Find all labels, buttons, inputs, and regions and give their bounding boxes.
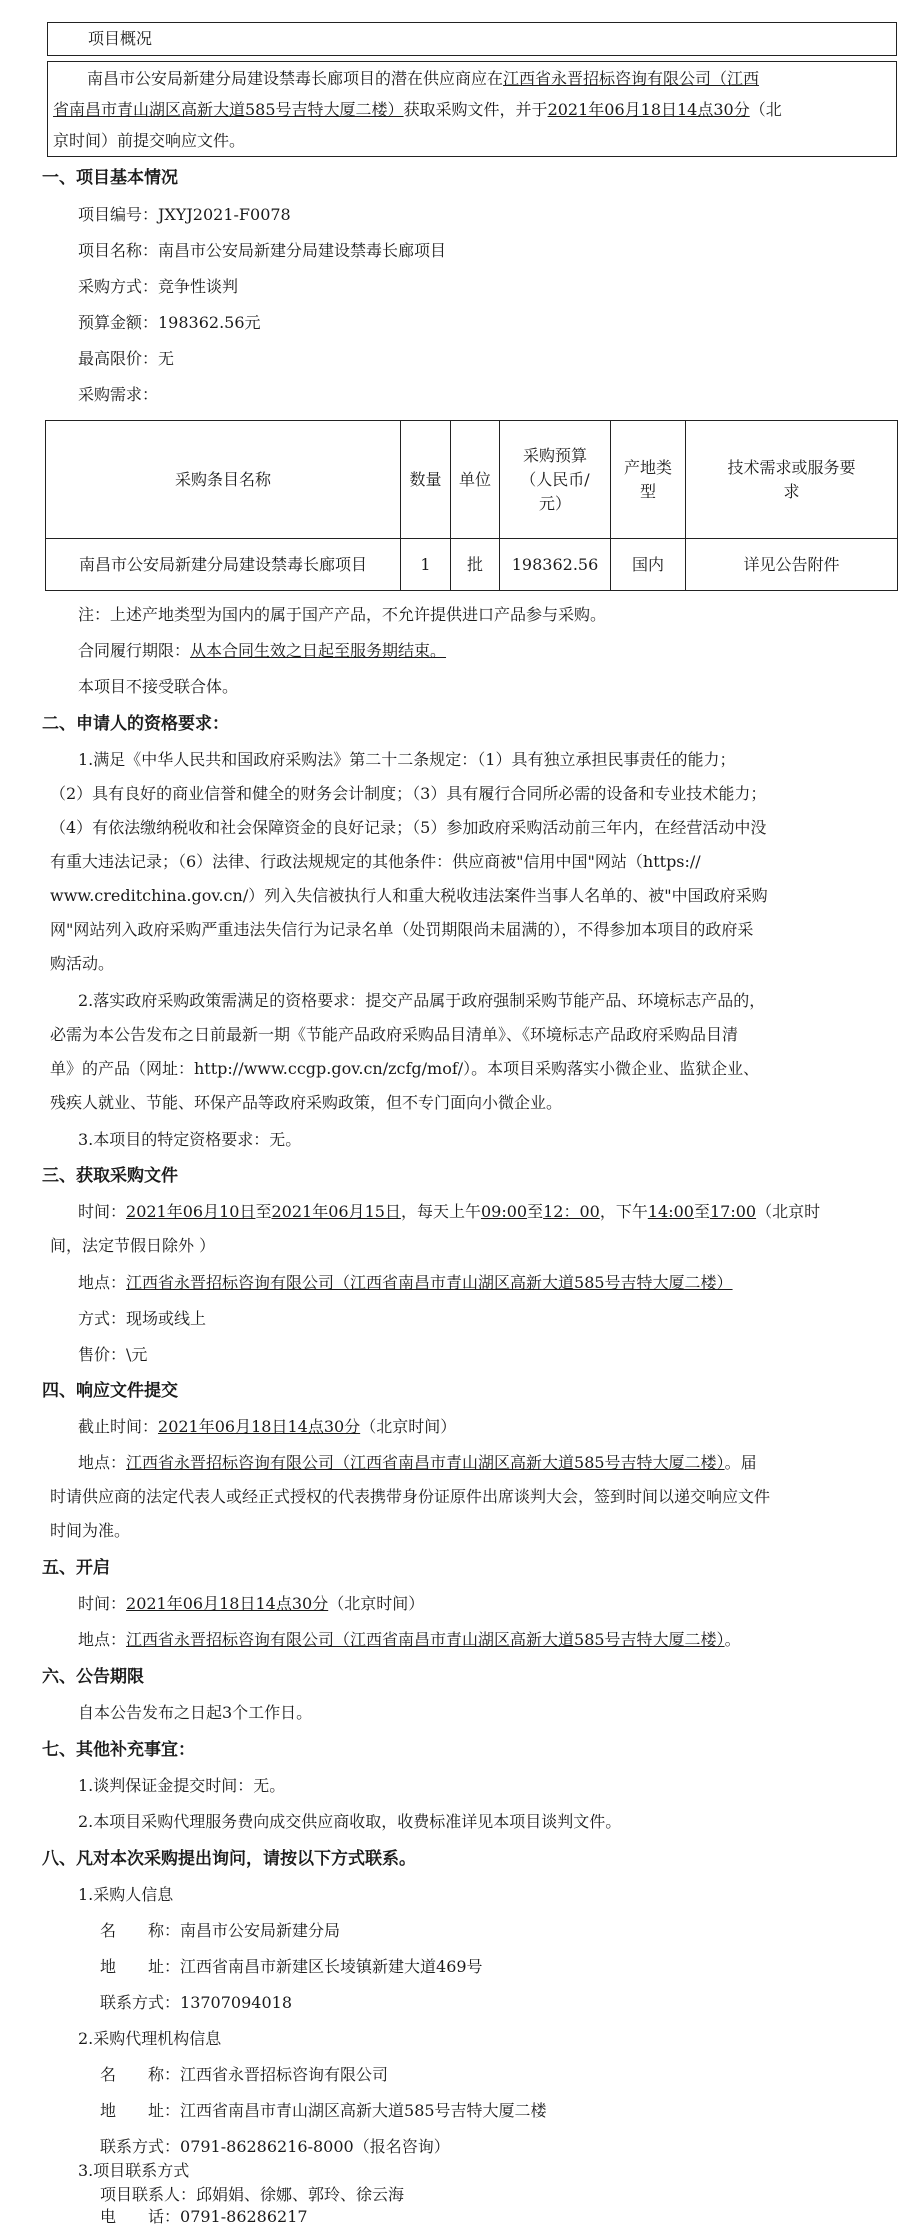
header-quantity: 数量 <box>401 421 451 539</box>
agency-address-line: 地 址：江西省南昌市青山湖区高新大道585号吉特大厦二楼 <box>100 2101 547 2120</box>
opening-place-value: 江西省永晋招标咨询有限公司（江西省南昌市青山湖区高新大道585号吉特大厦二楼） <box>126 1630 725 1649</box>
header-tech-requirements: 技术需求或服务要 求 <box>686 421 898 539</box>
procurement-needs-label: 采购需求： <box>78 385 159 404</box>
header-budget: 采购预算 （人民币/ 元） <box>500 421 611 539</box>
obtain-time: 时间：2021年06月10日至2021年06月15日，每天上午09:00至12：00，下午14:00至17:00（北京时 <box>78 1202 821 1221</box>
header-unit: 单位 <box>451 421 500 539</box>
overview-title: 项目概况 <box>88 29 153 48</box>
buyer-address: 地 址：江西省南昌市新建区长堎镇新建大道469号 <box>100 1957 483 1976</box>
overview-line-3: 京时间）前提交响应文件。 <box>53 131 246 150</box>
contract-period: 合同履行期限：从本合同生效之日起至服务期结束。 <box>78 641 447 660</box>
procurement-method: 采购方式：竞争性谈判 <box>78 277 239 296</box>
buyer-name: 名 称：南昌市公安局新建分局 <box>100 1921 341 1940</box>
project-number: 项目编号：JXYJ2021-F0078 <box>78 205 291 224</box>
obtain-time-tail: 间，法定节假日除外 ） <box>50 1236 216 1255</box>
table-row <box>46 539 898 591</box>
qualification-p1-line: 1.满足《中华人民共和国政府采购法》第二十二条规定：（1）具有独立承担民事责任的能力； <box>78 750 736 769</box>
opening-place: 地点：江西省永晋招标咨询有限公司（江西省南昌市青山湖区高新大道585号吉特大厦二楼）。 <box>78 1630 741 1649</box>
qualification-p1-line: （2）具有良好的商业信誉和健全的财务会计制度；（3）具有履行合同所必需的设备和专业技术能力； <box>50 784 767 803</box>
section-3-heading: 三、获取采购文件 <box>42 1166 178 1186</box>
supplement-item: 2.本项目采购代理服务费向成交供应商收取，收费标准详见本项目谈判文件。 <box>78 1812 622 1831</box>
buyer-contact: 联系方式：13707094018 <box>100 1993 292 2012</box>
cell-budget: 198362.56 <box>500 539 611 591</box>
agency-contact: 联系方式：0791-86286216-8000（报名咨询） <box>100 2137 450 2156</box>
agency-address: 省南昌市青山湖区高新大道585号吉特大厦二楼） <box>53 100 404 119</box>
agency-link: 江西省永晋招标咨询有限公司（江西 <box>503 69 760 88</box>
section-2-heading: 二、申请人的资格要求： <box>42 714 229 734</box>
cell-origin: 国内 <box>611 539 686 591</box>
origin-note: 注：上述产地类型为国内的属于国产产品，不允许提供进口产品参与采购。 <box>78 605 607 624</box>
qualification-p1-line: www.creditchina.gov.cn/）列入失信被执行人和重大税收违法案件当事人名单的、被"中国政府采购 <box>50 886 768 905</box>
table-header-row <box>46 421 898 539</box>
section-5-heading: 五、开启 <box>42 1558 110 1578</box>
submit-place-value: 江西省永晋招标咨询有限公司（江西省南昌市青山湖区高新大道585号吉特大厦二楼） <box>126 1453 725 1472</box>
section-1-heading: 一、项目基本情况 <box>42 168 178 188</box>
qualification-p2-line: 单》的产品（网址：http://www.ccgp.gov.cn/zcfg/mof/）。本项目采购落实小微企业、监狱企业、 <box>50 1059 760 1078</box>
obtain-method: 方式：现场或线上 <box>78 1309 207 1328</box>
overview-deadline: 2021年06月18日14点30分 <box>547 100 750 119</box>
budget-amount: 预算金额：198362.56元 <box>78 313 261 332</box>
submit-deadline: 截止时间：2021年06月18日14点30分（北京时间） <box>78 1417 457 1436</box>
max-price: 最高限价：无 <box>78 349 175 368</box>
buyer-info-title: 1.采购人信息 <box>78 1885 174 1904</box>
cell-unit: 批 <box>451 539 500 591</box>
supplement-item: 1.谈判保证金提交时间：无。 <box>78 1776 286 1795</box>
overview-title-box <box>47 22 897 56</box>
obtain-price: 售价：\元 <box>78 1345 148 1364</box>
qualification-p2-line: 2.落实政府采购政策需满足的资格要求：提交产品属于政府强制采购节能产品、环境标志产品的， <box>78 991 766 1010</box>
qualification-p3: 3.本项目的特定资格要求：无。 <box>78 1130 302 1149</box>
cell-item-name: 南昌市公安局新建分局建设禁毒长廊项目 <box>46 539 401 591</box>
consortium-note: 本项目不接受联合体。 <box>78 677 239 696</box>
overview-line-2: 省南昌市青山湖区高新大道585号吉特大厦二楼）获取采购文件，并于2021年06月18日14点30分（北 <box>53 100 782 119</box>
qualification-p2-line: 残疾人就业、节能、环保产品等政府采购政策，但不专门面向小微企业。 <box>50 1093 563 1112</box>
qualification-p1-line: 购活动。 <box>50 954 115 973</box>
submit-place: 地点：江西省永晋招标咨询有限公司（江西省南昌市青山湖区高新大道585号吉特大厦二楼）。届 <box>78 1453 757 1472</box>
obtain-place: 地点：江西省永晋招标咨询有限公司（江西省南昌市青山湖区高新大道585号吉特大厦二楼） <box>78 1273 733 1292</box>
qualification-p1-line: 有重大违法记录；（6）法律、行政法规规定的其他条件：供应商被"信用中国"网站（https:// <box>50 852 701 871</box>
project-contact-persons: 项目联系人：邱娟娟、徐娜、郭玲、徐云海 <box>100 2185 405 2204</box>
opening-time: 时间：2021年06月18日14点30分（北京时间） <box>78 1594 425 1613</box>
contract-period-value: 从本合同生效之日起至服务期结束。 <box>190 641 447 660</box>
requirements-table <box>45 420 898 591</box>
project-name: 项目名称：南昌市公安局新建分局建设禁毒长廊项目 <box>78 241 447 260</box>
header-item-name: 采购条目名称 <box>46 421 401 539</box>
notice-period: 自本公告发布之日起3个工作日。 <box>78 1703 313 1722</box>
cell-quantity: 1 <box>401 539 451 591</box>
section-7-heading: 七、其他补充事宜： <box>42 1740 195 1760</box>
qualification-p1-line: （4）有依法缴纳税收和社会保障资金的良好记录；（5）参加政府采购活动前三年内，在经营活动中没 <box>50 818 767 837</box>
agency-info-title: 2.采购代理机构信息 <box>78 2029 222 2048</box>
obtain-place-value: 江西省永晋招标咨询有限公司（江西省南昌市青山湖区高新大道585号吉特大厦二楼） <box>126 1273 733 1292</box>
cell-tech: 详见公告附件 <box>686 539 898 591</box>
header-origin: 产地类 型 <box>611 421 686 539</box>
qualification-p2-line: 必需为本公告发布之日前最新一期《节能产品政府采购品目清单》、《环境标志产品政府采购品目清 <box>50 1025 739 1044</box>
section-4-heading: 四、响应文件提交 <box>42 1381 178 1401</box>
project-contact-title: 3.项目联系方式 <box>78 2161 190 2180</box>
qualification-p1-line: 网"网站列入政府采购严重违法失信行为记录名单（处罚期限尚未届满的），不得参加本项目的政府采 <box>50 920 754 939</box>
section-6-heading: 六、公告期限 <box>42 1667 144 1687</box>
submit-line-3: 时间为准。 <box>50 1521 131 1540</box>
project-contact-phone: 电 话：0791-86286217 <box>100 2207 308 2226</box>
agency-name: 名 称：江西省永晋招标咨询有限公司 <box>100 2065 389 2084</box>
section-8-heading: 八、凡对本次采购提出询问，请按以下方式联系。 <box>42 1849 416 1869</box>
overview-line-1: 南昌市公安局新建分局建设禁毒长廊项目的潜在供应商应在江西省永晋招标咨询有限公司（江西 <box>87 69 760 88</box>
submit-line-2: 时请供应商的法定代表人或经正式授权的代表携带身份证原件出席谈判大会，签到时间以递交响应文件 <box>50 1487 771 1506</box>
